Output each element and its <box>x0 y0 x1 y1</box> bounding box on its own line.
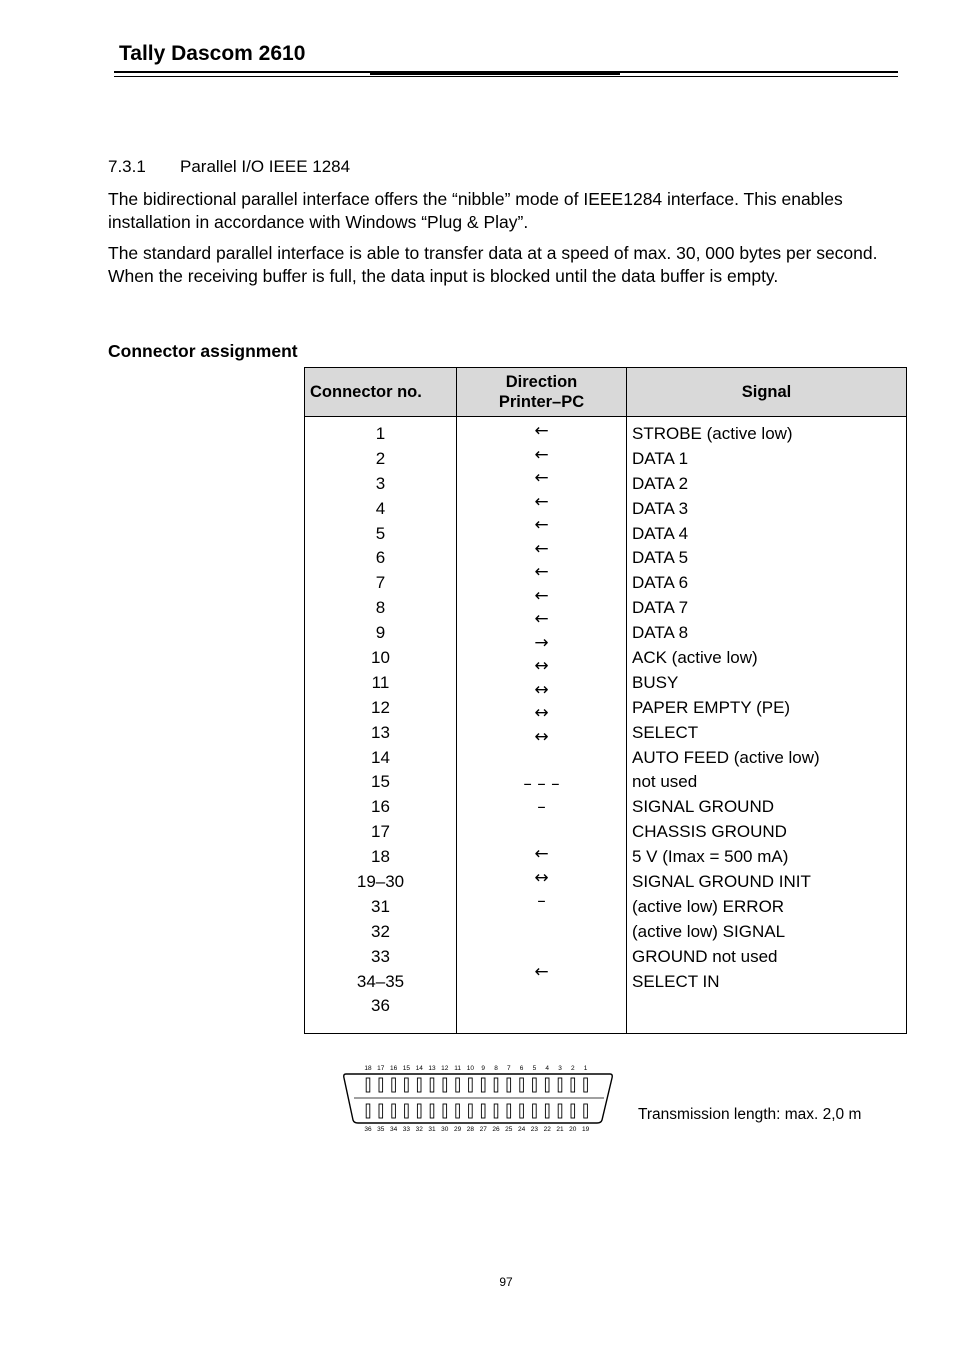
connector-pin <box>405 1078 409 1092</box>
connector-assignment-table <box>304 367 907 1034</box>
signal-name: PAPER EMPTY (PE) <box>632 697 791 717</box>
connector-pin-label: 34 <box>389 1126 398 1133</box>
signal-name: (active low) SIGNAL <box>632 921 786 941</box>
connector-pin <box>443 1078 447 1092</box>
connector-pin <box>507 1104 511 1118</box>
connector-pin-label: 24 <box>517 1126 526 1133</box>
signal-name: SIGNAL GROUND INIT <box>632 872 811 892</box>
signal-name: CHASSIS GROUND <box>632 822 787 842</box>
signal-name: SELECT <box>632 722 699 742</box>
connector-pin-label: 31 <box>428 1126 436 1133</box>
connector-pin <box>379 1104 383 1118</box>
connector-pin-label: 10 <box>466 1065 475 1072</box>
connector-pin-label: 5 <box>532 1065 537 1072</box>
direction-column <box>457 417 627 1034</box>
connector-pin <box>494 1104 498 1118</box>
connector-number: 8 <box>375 598 386 618</box>
signal-name: ACK (active low) <box>632 648 758 668</box>
connector-pin-label: 3 <box>558 1065 562 1072</box>
signal-direction: ↔ <box>534 656 549 676</box>
signal-name: SELECT IN <box>632 971 720 991</box>
connector-number: 2 <box>375 448 386 468</box>
connector-number: 5 <box>375 523 386 543</box>
connector-number: 31 <box>371 896 390 916</box>
connector-pin <box>507 1078 511 1092</box>
section-title: Parallel I/O IEEE 1284 <box>180 157 351 176</box>
connector-pin-label: 8 <box>494 1065 498 1072</box>
transmission-length-note: Transmission length: max. 2,0 m <box>638 1106 862 1123</box>
connector-number: 36 <box>371 996 390 1016</box>
signal-name: DATA 8 <box>632 623 689 643</box>
header-rule-thin <box>114 76 898 77</box>
column-header-connector-no: Connector no. <box>305 368 457 417</box>
connector-pin-label: 15 <box>402 1065 411 1072</box>
signal-direction: – <box>537 891 546 911</box>
connector-pin <box>417 1078 421 1092</box>
connector-pin-label: 29 <box>453 1126 462 1133</box>
connector-pin <box>379 1078 383 1092</box>
connector-pin <box>558 1078 562 1092</box>
connector-pin-label: 19 <box>581 1126 590 1133</box>
signal-direction: ↔ <box>534 703 549 723</box>
signal-direction: ← <box>534 444 549 465</box>
connector-pin-label: 7 <box>506 1065 511 1072</box>
section-number: 7.3.1 <box>108 157 146 176</box>
connector-number: 4 <box>375 498 386 518</box>
table-body-row <box>305 417 907 1034</box>
table-header-row <box>305 368 907 417</box>
signal-direction: ← <box>534 844 549 864</box>
signal-name: DATA 7 <box>632 598 689 618</box>
connector-number: 13 <box>371 722 390 742</box>
signal-direction: ← <box>534 562 549 582</box>
connector-pin-label: 28 <box>466 1126 475 1133</box>
signal-direction: ← <box>534 961 549 982</box>
connector-pin <box>533 1104 537 1118</box>
direction-header-line2: Printer–PC <box>498 393 585 411</box>
signal-name: DATA 5 <box>632 548 689 568</box>
signal-direction: – – – <box>523 773 560 794</box>
signal-name: DATA 1 <box>632 448 689 468</box>
connector-pin-label: 33 <box>402 1126 411 1133</box>
connector-pin-label: 17 <box>377 1065 385 1072</box>
signal-name: DATA 3 <box>632 498 689 518</box>
connector-pin <box>545 1078 549 1092</box>
signal-direction: – <box>537 797 546 817</box>
connector-pin <box>366 1104 370 1118</box>
connector-number: 32 <box>371 921 390 941</box>
signal-direction: ← <box>534 491 549 512</box>
connector-pin-label: 2 <box>570 1065 575 1072</box>
document-header-title: Tally Dascom 2610 <box>119 42 306 65</box>
connector-pin <box>456 1104 460 1118</box>
connector-number: 11 <box>371 672 390 692</box>
connector-pin-label: 21 <box>556 1126 564 1133</box>
centronics-connector-diagram <box>340 1062 615 1134</box>
page-number: 97 <box>499 1275 513 1289</box>
connector-pin <box>545 1104 549 1118</box>
signal-name: GROUND not used <box>632 946 778 966</box>
connector-pin-label: 20 <box>569 1126 577 1133</box>
connector-pin <box>481 1104 485 1118</box>
connector-pin <box>584 1104 588 1118</box>
connector-pin-label: 23 <box>530 1126 539 1133</box>
connector-number: 6 <box>375 548 386 568</box>
signal-name: DATA 2 <box>632 473 689 493</box>
signal-name: DATA 4 <box>632 523 689 543</box>
connector-number: 15 <box>371 772 390 792</box>
connector-pin <box>520 1078 524 1092</box>
connector-pin-label: 14 <box>415 1065 423 1072</box>
signal-direction <box>457 749 626 773</box>
signal-direction: ← <box>534 538 549 559</box>
connector-pin-label: 36 <box>364 1126 372 1133</box>
signal-direction: ↔ <box>534 726 549 747</box>
connector-pin-label: 12 <box>441 1065 449 1072</box>
signal-direction: ← <box>534 421 549 441</box>
connector-number: 19–30 <box>356 872 405 892</box>
connector-pin-label: 4 <box>545 1065 550 1072</box>
connector-assignment-heading: Connector assignment <box>108 341 298 361</box>
signal-name: SIGNAL GROUND <box>632 797 775 817</box>
signal-name: (active low) ERROR <box>632 896 785 916</box>
signal-direction: ← <box>534 515 549 535</box>
connector-number: 3 <box>375 473 386 493</box>
connector-number: 18 <box>371 847 390 867</box>
header-rule-accent <box>370 73 620 75</box>
connector-pin <box>456 1078 460 1092</box>
connector-number: 17 <box>371 822 390 842</box>
connector-pin-label: 11 <box>454 1065 461 1072</box>
signal-direction: ↔ <box>534 867 549 888</box>
signal-direction <box>457 820 626 844</box>
connector-number-column <box>305 417 457 1034</box>
connector-number: 1 <box>375 424 386 443</box>
direction-header-line1: Direction <box>505 373 578 391</box>
connector-pin <box>584 1078 588 1092</box>
connector-pin-label: 22 <box>543 1126 551 1133</box>
connector-pin-label: 35 <box>377 1126 385 1133</box>
connector-pin <box>494 1078 498 1092</box>
connector-number: 34–35 <box>356 971 405 991</box>
connector-number: 12 <box>371 697 390 717</box>
connector-pin-label: 16 <box>389 1065 398 1072</box>
connector-pin <box>405 1104 409 1118</box>
signal-direction: ← <box>534 609 549 629</box>
connector-pin <box>571 1078 575 1092</box>
connector-pin-label: 18 <box>364 1065 372 1072</box>
signal-direction <box>457 914 626 938</box>
signal-name: BUSY <box>632 672 679 692</box>
column-header-direction <box>457 368 627 417</box>
connector-number: 10 <box>371 648 390 668</box>
connector-pin-label: 32 <box>415 1126 423 1133</box>
connector-number: 16 <box>371 797 390 817</box>
signal-direction: ← <box>534 585 549 606</box>
connector-pin-label: 27 <box>479 1126 487 1133</box>
connector-number: 33 <box>371 946 390 966</box>
connector-pin <box>392 1104 396 1118</box>
connector-number: 9 <box>375 623 386 643</box>
signal-name: STROBE (active low) <box>632 424 793 443</box>
connector-pin-label: 9 <box>481 1065 486 1072</box>
connector-number: 14 <box>371 747 390 767</box>
connector-pin <box>533 1078 537 1092</box>
connector-pin-label: 1 <box>583 1065 588 1072</box>
connector-number: 7 <box>375 573 386 593</box>
connector-pin <box>430 1078 434 1092</box>
signal-direction: → <box>534 632 549 653</box>
signal-direction: ↔ <box>534 679 549 700</box>
paragraph-transfer-speed: The standard parallel interface is able to transfer data at a speed of max. 30, 000 bytes per second. When the receiving buffer is full, the data input is blocked until the data buffer is empty. <box>108 243 878 286</box>
signal-direction <box>457 937 626 961</box>
connector-pin <box>417 1104 421 1118</box>
connector-pin <box>520 1104 524 1118</box>
connector-pin-label: 13 <box>428 1065 436 1072</box>
column-header-signal: Signal <box>627 368 907 417</box>
signal-direction: ← <box>534 468 549 488</box>
signal-name: 5 V (Imax = 500 mA) <box>632 847 789 867</box>
section-heading <box>108 157 350 177</box>
connector-pin <box>392 1078 396 1092</box>
signal-column <box>627 417 907 1034</box>
signal-name: DATA 6 <box>632 573 689 593</box>
connector-pin <box>481 1078 485 1092</box>
connector-pin <box>430 1104 434 1118</box>
connector-shell <box>344 1074 613 1123</box>
connector-pin-label: 6 <box>519 1065 524 1072</box>
connector-pin <box>571 1104 575 1118</box>
connector-pin <box>443 1104 447 1118</box>
connector-pin <box>469 1078 473 1092</box>
connector-pin-label: 26 <box>492 1126 500 1133</box>
connector-pin-label: 30 <box>441 1126 449 1133</box>
connector-pin-label: 25 <box>505 1126 513 1133</box>
paragraph-nibble-mode: The bidirectional parallel interface offers the “nibble” mode of IEEE1284 interface. This enables installation in accordance with Windows “Plug & Play”. <box>108 189 843 232</box>
signal-name: not used <box>632 772 698 792</box>
connector-pin <box>558 1104 562 1118</box>
signal-name: AUTO FEED (active low) <box>632 747 820 767</box>
connector-pin <box>366 1078 370 1092</box>
connector-pin <box>469 1104 473 1118</box>
